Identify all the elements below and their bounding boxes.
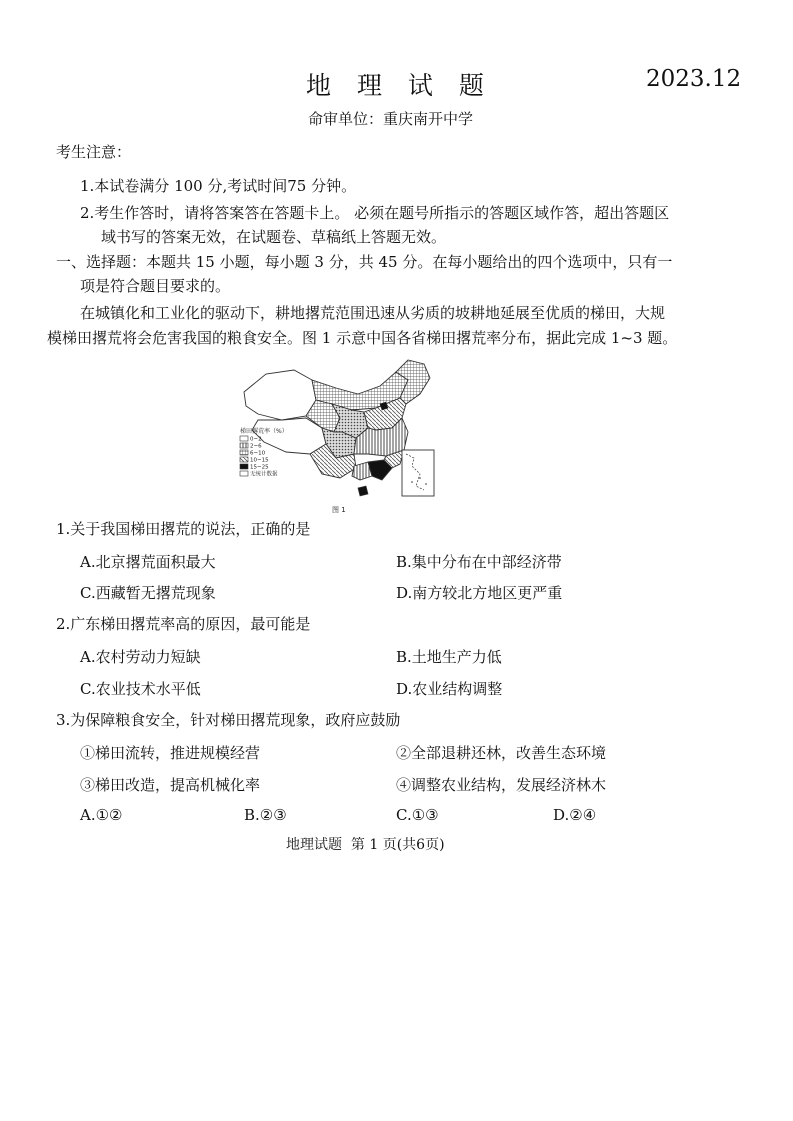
question-3-stem: 3.为保障粮食安全，针对梯田撂荒现象，政府应鼓励: [56, 711, 401, 729]
figure-caption: 图 1: [332, 506, 346, 514]
legend-item: 10~15: [250, 457, 269, 464]
q3-statement-2: ②全部退耕还林，改善生态环境: [396, 744, 607, 762]
region-tibet: [252, 418, 326, 454]
legend-item: 6~10: [250, 450, 266, 457]
page-footer: 地理试题 第 1 页(共6页): [286, 837, 445, 853]
map-graphic: [236, 358, 444, 518]
notice-item-2-line-1: 2.考生作答时，请将答案答在答题卡上。 必须在题号所指示的答题区域作答，超出答题区: [80, 204, 670, 222]
legend-item: 无统计数据: [250, 471, 278, 478]
notice-item-1: 1.本试卷满分 100 分,考试时间75 分钟。: [80, 177, 357, 195]
legend-item: 2~6: [250, 443, 262, 450]
region-xinjiang: [244, 370, 316, 420]
question-2-stem: 2.广东梯田撂荒率高的原因，最可能是: [56, 615, 311, 633]
legend-item: 0~2: [250, 436, 262, 443]
q1-option-b[interactable]: B.集中分布在中部经济带: [396, 553, 562, 571]
notice-heading: 考生注意：: [56, 143, 132, 161]
china-terrace-abandonment-map: [236, 358, 444, 518]
q2-option-a[interactable]: A.农村劳动力短缺: [80, 648, 201, 666]
q3-statement-4: ④调整农业结构，发展经济林木: [396, 776, 607, 794]
exam-title: 地 理 试 题: [306, 71, 493, 100]
south-china-sea-inset: [402, 450, 434, 496]
legend-title: 梯田撂荒率（%）: [240, 428, 288, 435]
q1-option-c[interactable]: C.西藏暂无撂荒现象: [80, 584, 216, 602]
q3-statement-1: ①梯田流转，推进规模经营: [80, 744, 261, 762]
q3-option-b[interactable]: B.②③: [244, 806, 287, 824]
map-legend: [240, 427, 288, 478]
q3-statement-3: ③梯田改造，提高机械化率: [80, 776, 261, 794]
section-heading-line-2: 项是符合题目要求的。: [80, 277, 231, 295]
exam-date: 2023.12: [646, 66, 742, 92]
q2-option-b[interactable]: B.土地生产力低: [396, 648, 502, 666]
question-1-stem: 1.关于我国梯田撂荒的说法，正确的是: [56, 520, 311, 538]
passage-line-2: 模梯田撂荒将会危害我国的粮食安全。图 1 示意中国各省梯田撂荒率分布，据此完成 1~3 题。: [47, 329, 678, 347]
legend-item: 15~25: [250, 464, 269, 471]
q1-option-d[interactable]: D.南方较北方地区更严重: [396, 584, 563, 602]
q3-option-a[interactable]: A.①②: [80, 806, 123, 824]
q3-option-d[interactable]: D.②④: [553, 806, 597, 824]
q1-option-a[interactable]: A.北京撂荒面积最大: [80, 553, 216, 571]
region-hainan: [358, 486, 368, 496]
q2-option-d[interactable]: D.农业结构调整: [396, 680, 503, 698]
passage-line-1: 在城镇化和工业化的驱动下，耕地撂荒范围迅速从劣质的坡耕地延展至优质的梯田，大规: [80, 304, 666, 322]
exam-unit: 命审单位：重庆南开中学: [308, 110, 474, 128]
notice-item-2-line-2: 域书写的答案无效，在试题卷、草稿纸上答题无效。: [101, 228, 447, 246]
q2-option-c[interactable]: C.农业技术水平低: [80, 680, 201, 698]
q3-option-c[interactable]: C.①③: [396, 806, 439, 824]
section-heading-line-1: 一、选择题：本题共 15 小题，每小题 3 分，共 45 分。在每小题给出的四个选项中，只有一: [56, 253, 673, 271]
